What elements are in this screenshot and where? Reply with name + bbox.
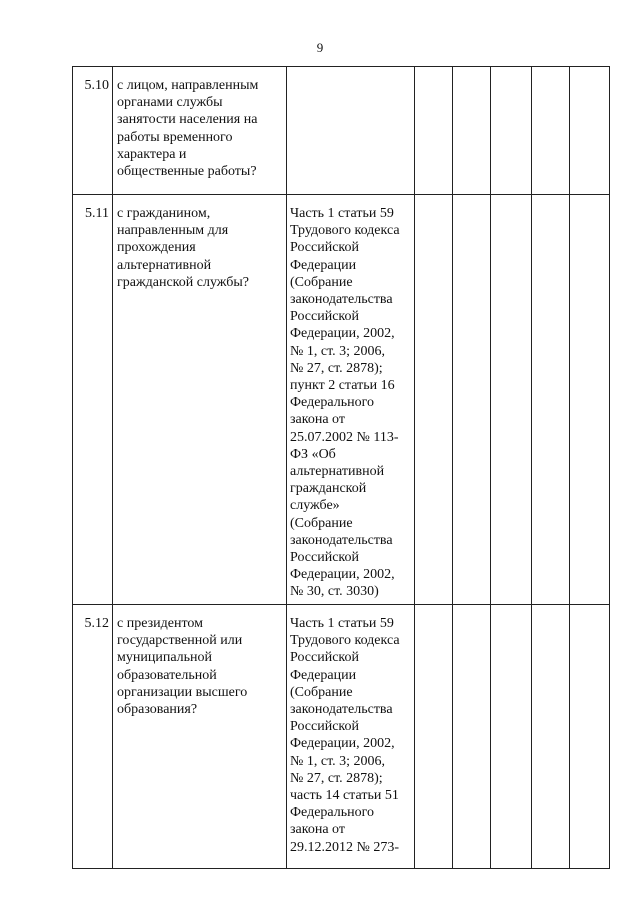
answer-cell-extra [532, 67, 570, 195]
checklist-table [72, 66, 610, 869]
row-number [73, 195, 113, 605]
table-row [73, 605, 610, 869]
answer-cell-note [570, 195, 610, 605]
question-cell [113, 195, 287, 605]
answer-cell-na [491, 195, 532, 605]
question-text: с гражданином, направленным для прохождения альтернативной гражданской службы? [117, 206, 250, 290]
page-number: 9 [316, 40, 324, 55]
legal-reference-cell [287, 195, 415, 605]
answer-cell-extra [532, 605, 570, 869]
question-text: с президентом государственной или муниципальной образовательной организации высшего образования? [117, 616, 248, 718]
answer-cell-yes [415, 605, 453, 869]
question-cell [113, 67, 287, 195]
row-number [73, 605, 113, 869]
row-number-text: 5.10 [84, 78, 109, 93]
row-number-text: 5.11 [85, 206, 109, 221]
question-text: с лицом, направленным органами службы занятости населения на работы временного характера и общественные работы? [117, 78, 259, 180]
answer-cell-na [491, 67, 532, 195]
answer-cell-yes [415, 67, 453, 195]
row-number [73, 67, 113, 195]
question-cell [113, 605, 287, 869]
answer-cell-na [491, 605, 532, 869]
legal-reference-cell [287, 605, 415, 869]
answer-cell-no [453, 67, 491, 195]
row-number-text: 5.12 [84, 616, 109, 631]
answer-cell-note [570, 605, 610, 869]
table-row [73, 195, 610, 605]
table-row [73, 67, 610, 195]
answer-cell-extra [532, 195, 570, 605]
answer-cell-no [453, 195, 491, 605]
answer-cell-note [570, 67, 610, 195]
answer-cell-yes [415, 195, 453, 605]
legal-reference-cell [287, 67, 415, 195]
legal-reference-text: Часть 1 статьи 59 Трудового кодекса Российской Федерации (Собрание законодательства Российской Федерации, 2002, № 1, ст. 3; 2006, № 27, ст. 2878); пункт 2 статьи 16 Федерального закона от 25.07.2002 № 113- ФЗ «Об альтернативной гражданской службе» (Собрание законодательства Российской Федерации, 2002, № 30, ст. 3030) [290, 206, 400, 600]
legal-reference-text: Часть 1 статьи 59 Трудового кодекса Российской Федерации (Собрание законодательства Российской Федерации, 2002, № 1, ст. 3; 2006, № 27, ст. 2878); часть 14 статьи 51 Федерального закона от 29.12.2012 № 273- [290, 616, 400, 855]
answer-cell-no [453, 605, 491, 869]
